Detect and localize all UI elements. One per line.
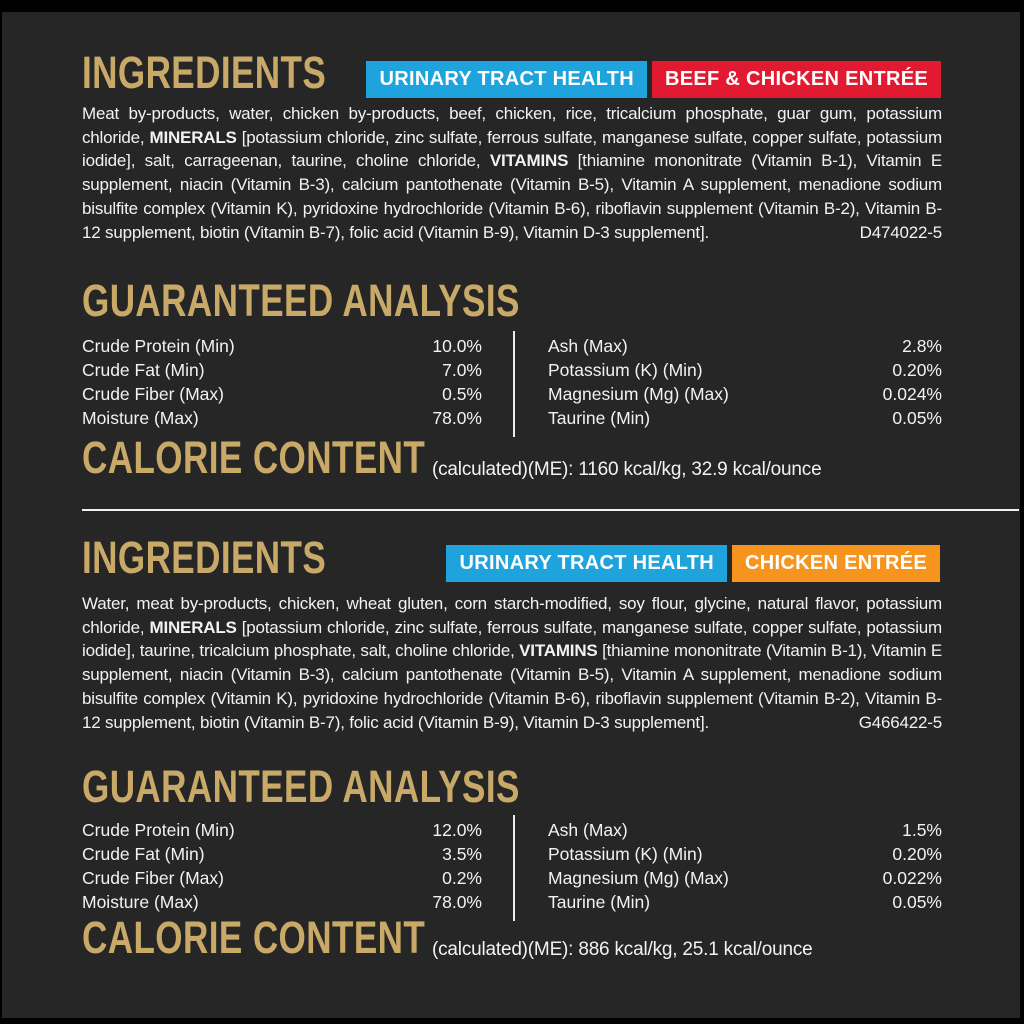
ingredients-text: [potassium chloride, zinc sulfate, ferrous sulfate, manganese sulfate, copper sulfate, potassium iodide], taurine, tricalcium phosphate, salt, choline chloride, (82, 617, 942, 661)
analysis-row (82, 866, 482, 890)
analysis-row (548, 890, 942, 914)
analysis-row (82, 890, 482, 914)
minerals-bold-text: MINERALS (149, 617, 237, 637)
analysis-row (548, 866, 942, 890)
analysis-value: 0.05% (892, 408, 942, 428)
analysis-left-column (82, 334, 482, 430)
analysis-row (82, 358, 482, 382)
analysis-value: 1.5% (902, 820, 942, 840)
analysis-row (548, 358, 942, 382)
ingredients-text: Meat by-products, water, chicken by-products, beef, chicken, rice, tricalcium phosphate, guar gum, potassium chloride, (82, 104, 942, 147)
analysis-value: 10.0% (432, 336, 482, 356)
calorie-content-heading: CALORIE CONTENT (82, 912, 426, 963)
analysis-label: Potassium (K) (Min) (548, 360, 703, 380)
ingredients-heading: INGREDIENTS (82, 47, 327, 98)
analysis-label: Crude Fiber (Max) (82, 868, 224, 888)
analysis-table (82, 334, 942, 430)
analysis-row (548, 334, 942, 358)
frame-left (0, 0, 2, 1024)
analysis-row (548, 818, 942, 842)
column-divider (513, 815, 515, 921)
analysis-label: Crude Protein (Min) (82, 820, 235, 840)
vitamins-bold-text: VITAMINS (519, 641, 598, 661)
guaranteed-analysis-heading: GUARANTEED ANALYSIS (82, 761, 520, 812)
ingredients-text: [thiamine mononitrate (Vitamin B-1), Vitamin E supplement, niacin (Vitamin B-3), calcium pantothenate (Vitamin B-5), Vitamin A supplement, menadione sodium bisulfite complex (Vitamin K), pyridoxine hydrochloride (Vitamin B-6), riboflavin supplement (Vitamin B-2), Vitamin B-12 supplement, biotin (Vitamin B-7), folic acid (Vitamin B-9), Vitamin D-3 supplement]. (82, 641, 942, 732)
analysis-row (82, 818, 482, 842)
ingredients-paragraph (82, 592, 942, 734)
analysis-row (82, 334, 482, 358)
analysis-value: 0.5% (442, 384, 482, 404)
analysis-row (82, 382, 482, 406)
badge-row (366, 61, 941, 98)
analysis-label: Taurine (Min) (548, 408, 651, 428)
analysis-value: 78.0% (432, 408, 482, 428)
analysis-row (548, 406, 942, 430)
analysis-label: Magnesium (Mg) (Max) (548, 868, 729, 888)
analysis-value: 0.024% (882, 384, 942, 404)
ingredients-paragraph (82, 102, 942, 244)
entree-badge: BEEF & CHICKEN ENTRÉE (652, 61, 941, 98)
badge-row (446, 545, 940, 582)
analysis-value: 0.20% (892, 844, 942, 864)
frame-bottom (0, 1018, 1024, 1024)
analysis-label: Crude Fat (Min) (82, 360, 205, 380)
analysis-label: Magnesium (Mg) (Max) (548, 384, 729, 404)
analysis-label: Crude Fat (Min) (82, 844, 205, 864)
analysis-value: 78.0% (432, 892, 482, 912)
ingredients-text: [thiamine mononitrate (Vitamin B-1), Vitamin E supplement, niacin (Vitamin B-3), calcium pantothenate (Vitamin B-5), Vitamin A supplement, menadione sodium bisulfite complex (Vitamin K), pyridoxine hydrochloride (Vitamin B-6), riboflavin supplement (Vitamin B-2), Vitamin B-12 supplement, biotin (Vitamin B-7), folic acid (Vitamin B-9), Vitamin D-3 supplement]. (82, 151, 942, 242)
calorie-content-value: (calculated)(ME): 886 kcal/kg, 25.1 kcal/ounce (432, 939, 813, 960)
analysis-value: 7.0% (442, 360, 482, 380)
product-code: G466422-5 (835, 711, 942, 735)
entree-badge: CHICKEN ENTRÉE (732, 545, 940, 582)
analysis-value: 0.05% (892, 892, 942, 912)
analysis-label: Crude Protein (Min) (82, 336, 235, 356)
analysis-table (82, 818, 942, 914)
analysis-label: Ash (Max) (548, 820, 628, 840)
frame-right (1020, 0, 1024, 1024)
analysis-value: 3.5% (442, 844, 482, 864)
calorie-content-value: (calculated)(ME): 1160 kcal/kg, 32.9 kcal/ounce (432, 459, 822, 480)
analysis-label: Moisture (Max) (82, 408, 199, 428)
analysis-value: 0.022% (882, 868, 942, 888)
frame-top (0, 0, 1024, 12)
ingredients-text: [potassium chloride, zinc sulfate, ferrous sulfate, manganese sulfate, copper sulfate, potassium iodide], salt, carrageenan, taurine, choline chloride, (82, 127, 942, 171)
minerals-bold-text: MINERALS (149, 127, 237, 147)
analysis-value: 0.2% (442, 868, 482, 888)
analysis-value: 12.0% (432, 820, 482, 840)
vitamins-bold-text: VITAMINS (489, 151, 569, 171)
analysis-right-column (548, 818, 942, 914)
analysis-value: 2.8% (902, 336, 942, 356)
analysis-row (82, 406, 482, 430)
urinary-tract-health-badge: URINARY TRACT HEALTH (366, 61, 647, 98)
analysis-row (548, 382, 942, 406)
section-divider (82, 509, 1019, 511)
analysis-value: 0.20% (892, 360, 942, 380)
analysis-label: Moisture (Max) (82, 892, 199, 912)
calorie-content-heading: CALORIE CONTENT (82, 432, 426, 483)
analysis-row (548, 842, 942, 866)
analysis-label: Crude Fiber (Max) (82, 384, 224, 404)
product-code: D474022-5 (836, 221, 942, 245)
analysis-label: Taurine (Min) (548, 892, 651, 912)
analysis-row (82, 842, 482, 866)
ingredients-text: Water, meat by-products, chicken, wheat gluten, corn starch-modified, soy flour, glycine, natural flavor, potassium chloride, (82, 594, 942, 637)
urinary-tract-health-badge: URINARY TRACT HEALTH (446, 545, 727, 582)
ingredients-heading: INGREDIENTS (82, 532, 327, 583)
analysis-left-column (82, 818, 482, 914)
column-divider (513, 331, 515, 437)
analysis-right-column (548, 334, 942, 430)
guaranteed-analysis-heading: GUARANTEED ANALYSIS (82, 275, 520, 326)
analysis-label: Potassium (K) (Min) (548, 844, 703, 864)
analysis-label: Ash (Max) (548, 336, 628, 356)
